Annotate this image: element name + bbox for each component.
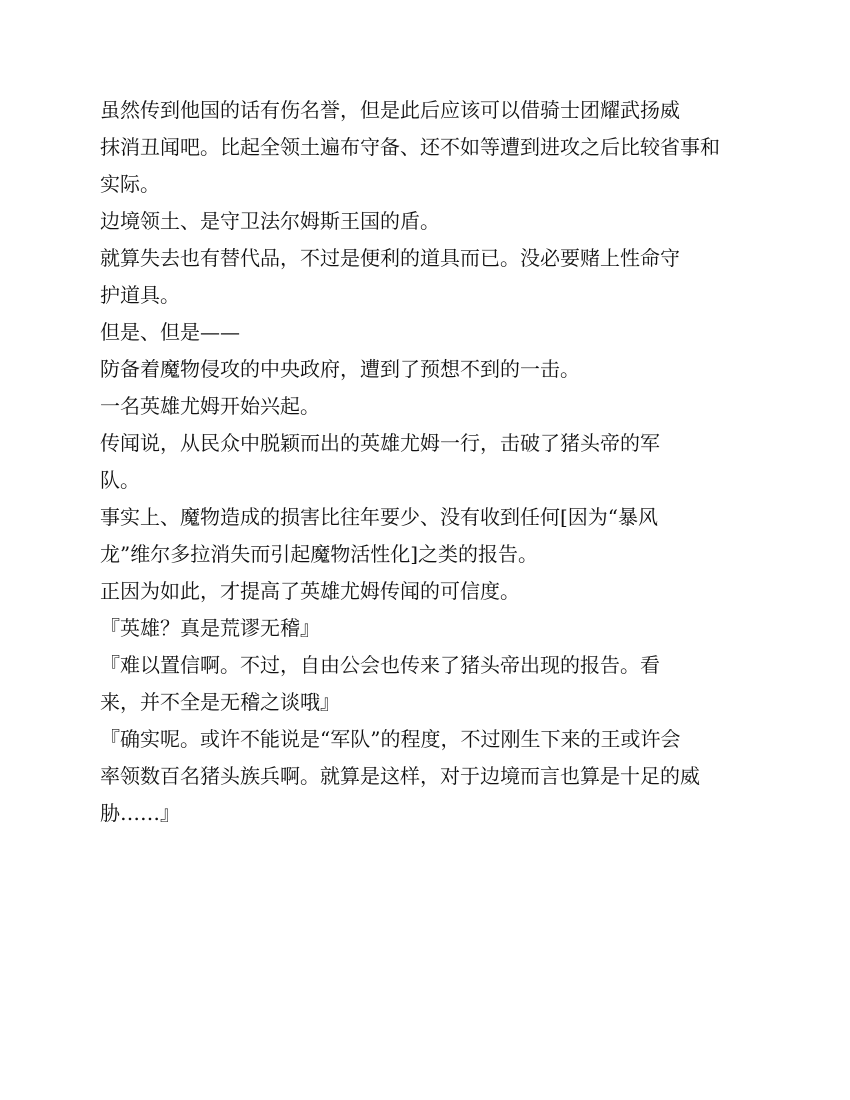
- text-line: 边境领土、是守卫法尔姆斯王国的盾。: [100, 209, 440, 233]
- text-line: 抹消丑闻吧。比起全领土遍布守备、还不如等遭到进攻之后比较省事和: [100, 135, 720, 159]
- text-line: 传闻说，从民众中脱颖而出的英雄尤姆一行，击破了猪头帝的军: [100, 431, 660, 455]
- text-line: 但是、但是——: [100, 320, 240, 344]
- text-line: 队。: [100, 468, 140, 492]
- text-line: 正因为如此，才提高了英雄尤姆传闻的可信度。: [100, 579, 520, 603]
- text-line: 来，并不全是无稽之谈哦』: [100, 690, 340, 714]
- text-line: 『确实呢。或许不能说是“军队”的程度，不过刚生下来的王或许会: [100, 727, 681, 751]
- text-line: 护道具。: [100, 283, 180, 307]
- text-line: 『英雄？真是荒谬无稽』: [100, 616, 320, 640]
- document-body: [100, 92, 760, 832]
- text-line: 一名英雄尤姆开始兴起。: [100, 394, 320, 418]
- text-line: 实际。: [100, 172, 160, 196]
- text-line: 率领数百名猪头族兵啊。就算是这样，对于边境而言也算是十足的威: [100, 764, 700, 788]
- text-line: 龙”维尔多拉消失而引起魔物活性化]之类的报告。: [100, 542, 539, 566]
- text-line: 防备着魔物侵攻的中央政府，遭到了预想不到的一击。: [100, 357, 580, 381]
- text-line: 『难以置信啊。不过，自由公会也传来了猪头帝出现的报告。看: [100, 653, 660, 677]
- text-line: 胁……』: [100, 801, 180, 825]
- text-line: 事实上、魔物造成的损害比往年要少、没有收到任何[因为“暴风: [100, 505, 659, 529]
- text-line: 虽然传到他国的话有伤名誉，但是此后应该可以借骑士团耀武扬威: [100, 98, 680, 122]
- text-line: 就算失去也有替代品，不过是便利的道具而已。没必要赌上性命守: [100, 246, 680, 270]
